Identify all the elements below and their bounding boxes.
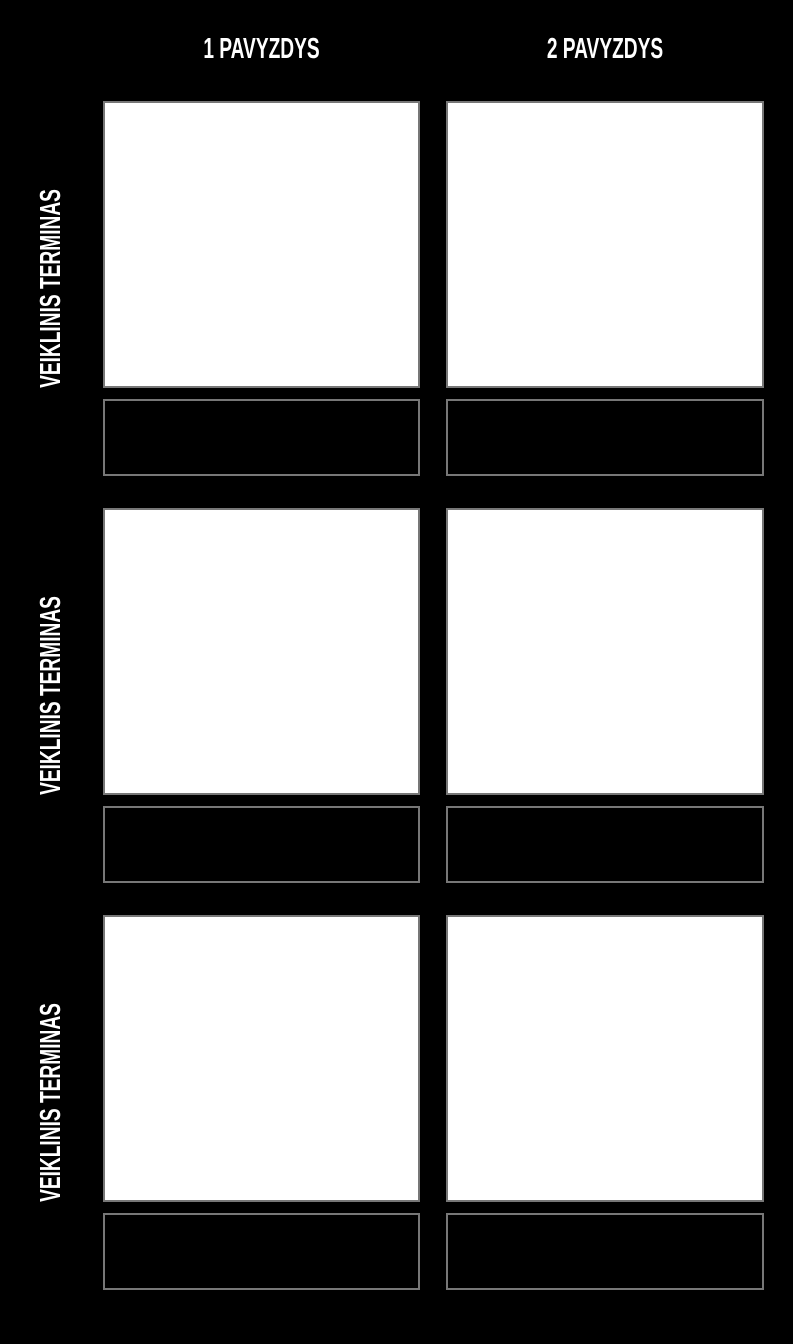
row-label-text: VEIKLINIS TERMINAS bbox=[35, 189, 68, 388]
row-label-text: VEIKLINIS TERMINAS bbox=[35, 1003, 68, 1202]
column-header-2: 2 PAVYZDYS bbox=[546, 33, 664, 65]
template-row-1 bbox=[0, 101, 793, 476]
cell-r2c1 bbox=[103, 508, 420, 883]
row-label-2 bbox=[0, 508, 104, 883]
cell-r3c1 bbox=[103, 915, 420, 1290]
cell-r3c2 bbox=[446, 915, 764, 1290]
caption-cell-r3c1[interactable] bbox=[103, 1213, 420, 1290]
image-cell-r3c1[interactable] bbox=[103, 915, 420, 1202]
caption-cell-r3c2[interactable] bbox=[446, 1213, 764, 1290]
cell-r2c2 bbox=[446, 508, 764, 883]
image-cell-r3c2[interactable] bbox=[446, 915, 764, 1202]
image-cell-r2c2[interactable] bbox=[446, 508, 764, 795]
cell-r1c2 bbox=[446, 101, 764, 476]
row-label-3 bbox=[0, 915, 104, 1290]
image-cell-r2c1[interactable] bbox=[103, 508, 420, 795]
column-header-1: 1 PAVYZDYS bbox=[203, 33, 320, 65]
image-cell-r1c1[interactable] bbox=[103, 101, 420, 388]
template-row-2 bbox=[0, 508, 793, 883]
template-row-3 bbox=[0, 915, 793, 1290]
image-cell-r1c2[interactable] bbox=[446, 101, 764, 388]
caption-cell-r1c2[interactable] bbox=[446, 399, 764, 476]
row-label-1 bbox=[0, 101, 104, 476]
caption-cell-r1c1[interactable] bbox=[103, 399, 420, 476]
cell-r1c1 bbox=[103, 101, 420, 476]
caption-cell-r2c2[interactable] bbox=[446, 806, 764, 883]
caption-cell-r2c1[interactable] bbox=[103, 806, 420, 883]
row-label-text: VEIKLINIS TERMINAS bbox=[35, 596, 68, 795]
